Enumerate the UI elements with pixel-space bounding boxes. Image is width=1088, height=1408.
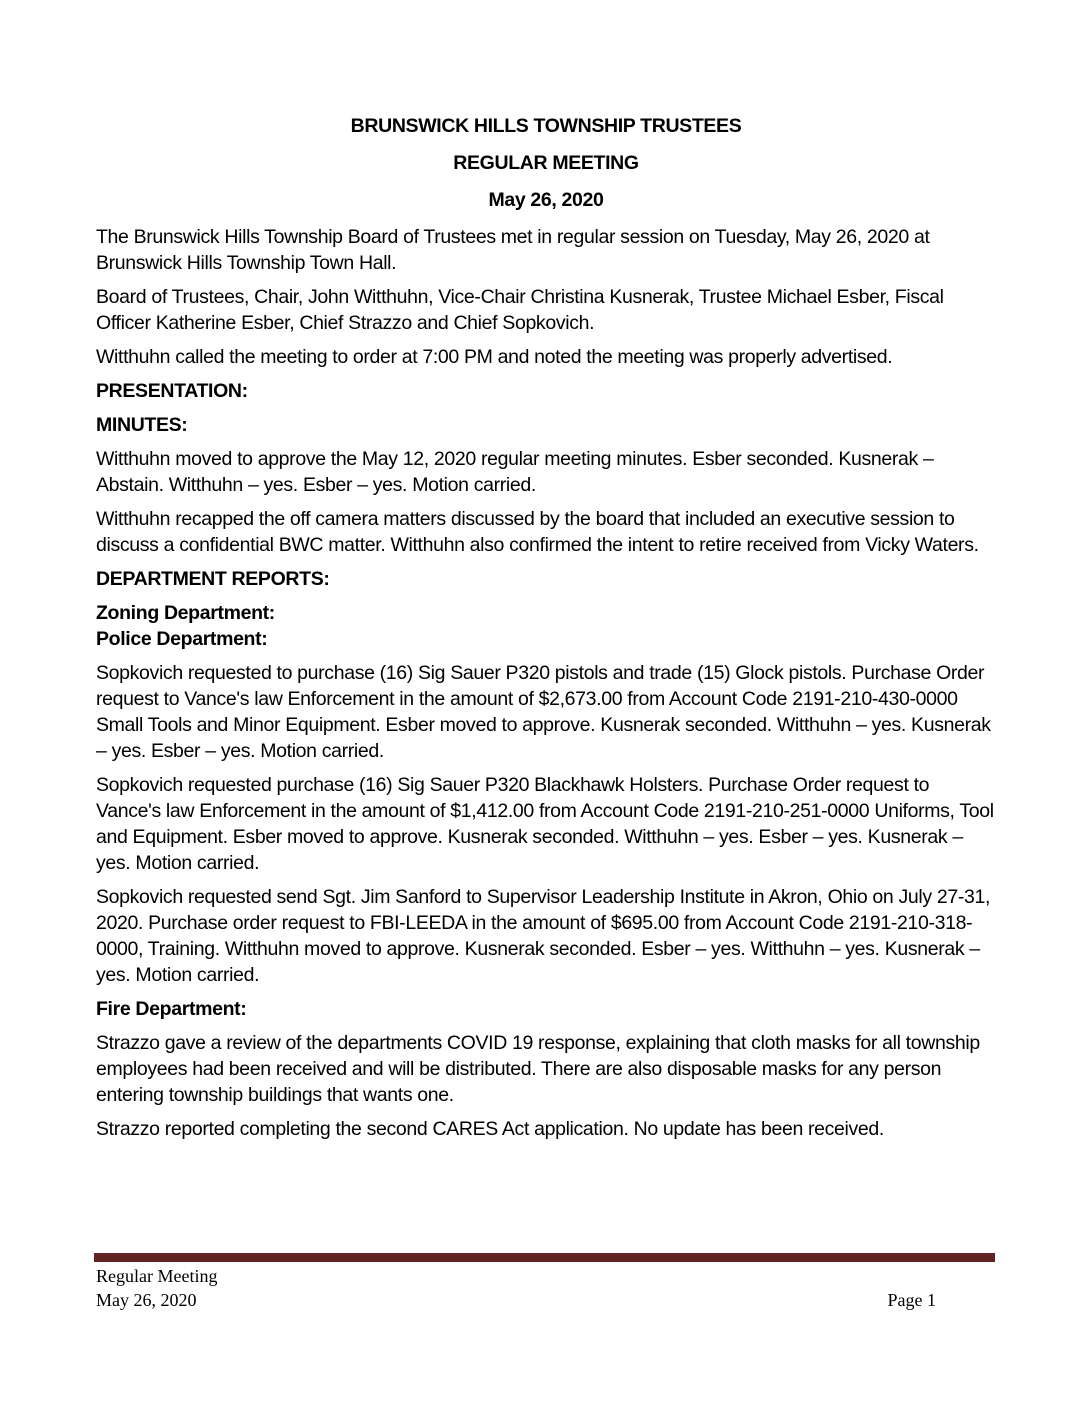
presentation-heading: PRESENTATION: [96, 380, 248, 402]
page-footer [96, 1264, 936, 1312]
police-paragraph-training: Sopkovich requested send Sgt. Jim Sanford to Supervisor Leadership Institute in Akron, Ohio on July 27-31, 2020. Purchase order request to FBI-LEEDA in the amount of $695.00 from Account Code 2191-210-318-0000, Training. Witthuhn moved to approve. Kusnerak seconded. Esber – yes. Witthuhn – yes. Kusnerak – yes. Motion carried. [96, 886, 991, 986]
page-number: Page 1 [887, 1290, 936, 1310]
meeting-type: REGULAR MEETING [453, 152, 639, 174]
police-paragraph-pistols: Sopkovich requested to purchase (16) Sig Sauer P320 pistols and trade (15) Glock pistols. Purchase Order request to Vance's law Enforcement in the amount of $2,673.00 from Account Code 2191-210-430-0000 Small Tools and Minor Equipment. Esber moved to approve. Kusnerak seconded. Witthuhn – yes. Kusnerak – yes. Esber – yes. Motion carried. [96, 662, 991, 762]
minutes-heading: MINUTES: [96, 414, 188, 436]
document-title: BRUNSWICK HILLS TOWNSHIP TRUSTEES [350, 115, 742, 137]
fire-department-heading: Fire Department: [96, 998, 247, 1020]
zoning-department-heading: Zoning Department: [96, 602, 275, 624]
fire-paragraph-cares: Strazzo reported completing the second CARES Act application. No update has been received. [96, 1118, 884, 1140]
footer-divider [94, 1253, 995, 1262]
fire-paragraph-covid: Strazzo gave a review of the departments COVID 19 response, explaining that cloth masks for all township employees had been received and will be distributed. There are also disposable masks for any person entering township buildings that wants one. [96, 1032, 980, 1106]
minutes-recap-paragraph: Witthuhn recapped the off camera matters discussed by the board that included an executive session to discuss a confidential BWC matter. Witthuhn also confirmed the intent to retire received from Vicky Waters. [96, 508, 979, 556]
department-reports-heading: DEPARTMENT REPORTS: [96, 568, 330, 590]
call-to-order-paragraph: Witthuhn called the meeting to order at 7:00 PM and noted the meeting was properly advertised. [96, 346, 893, 368]
police-paragraph-holsters: Sopkovich requested purchase (16) Sig Sauer P320 Blackhawk Holsters. Purchase Order request to Vance's law Enforcement in the amount of $1,412.00 from Account Code 2191-210-251-0000 Uniforms, Tool and Equipment. Esber moved to approve. Kusnerak seconded. Witthuhn – yes. Esber – yes. Kusnerak – yes. Motion carried. [96, 774, 994, 874]
minutes-paragraph: Witthuhn moved to approve the May 12, 2020 regular meeting minutes. Esber seconded. Kusnerak – Abstain. Witthuhn – yes. Esber – yes. Motion carried. [96, 448, 934, 496]
document-body [96, 113, 996, 1150]
intro-paragraph: The Brunswick Hills Township Board of Trustees met in regular session on Tuesday, May 26, 2020 at Brunswick Hills Township Town Hall. [96, 226, 930, 274]
attendance-paragraph: Board of Trustees, Chair, John Witthuhn, Vice-Chair Christina Kusnerak, Trustee Michael Esber, Fiscal Officer Katherine Esber, Chief Strazzo and Chief Sopkovich. [96, 286, 944, 334]
meeting-date: May 26, 2020 [488, 189, 604, 211]
footer-date: May 26, 2020 [96, 1290, 197, 1310]
footer-title: Regular Meeting [96, 1266, 218, 1286]
police-department-heading: Police Department: [96, 628, 268, 650]
